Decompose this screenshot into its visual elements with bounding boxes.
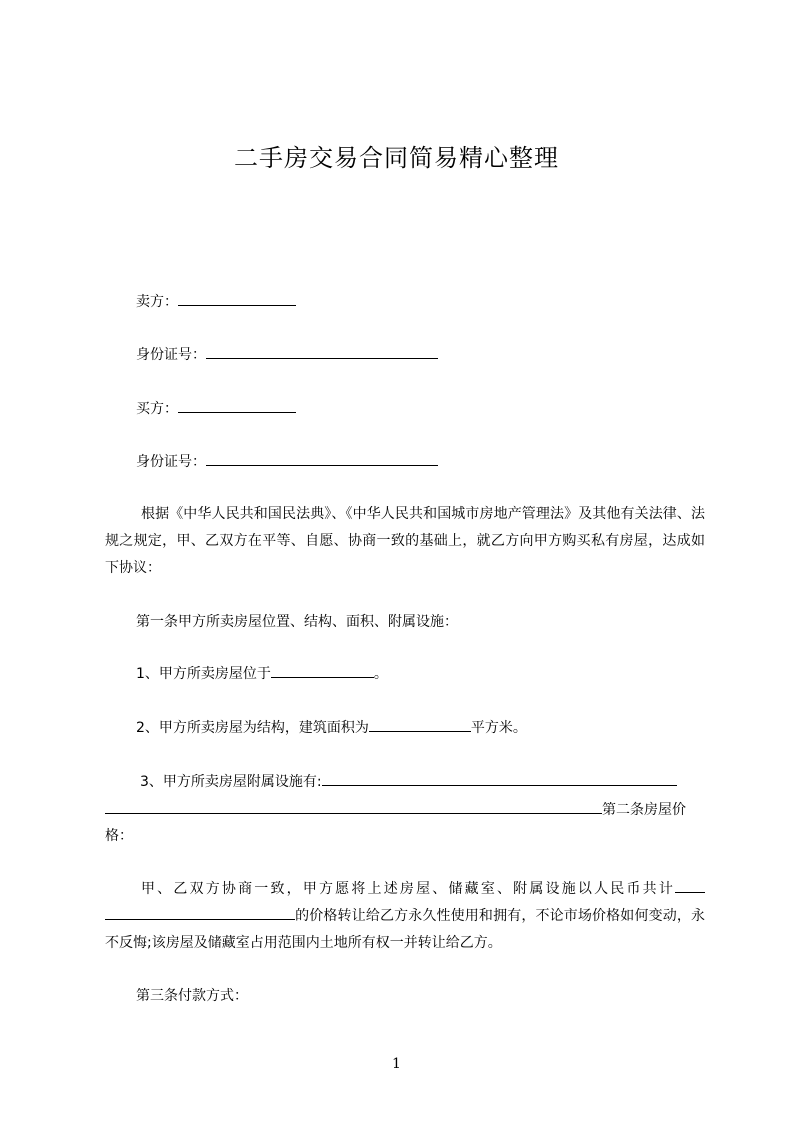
buyer-id-line — [136, 452, 438, 472]
buyer-id-blank[interactable] — [206, 452, 438, 466]
article2-paragraph — [105, 876, 705, 957]
buyer-label: 买方： — [136, 401, 178, 417]
buyer-id-label: 身份证号： — [136, 454, 206, 470]
item1-prefix: 1、甲方所卖房屋位于 — [136, 666, 271, 682]
item1-line — [136, 664, 388, 684]
seller-label: 卖方： — [136, 294, 178, 310]
seller-id-label: 身份证号： — [136, 347, 206, 363]
item1-suffix: 。 — [373, 666, 388, 682]
seller-line — [136, 292, 296, 312]
intro-paragraph: 根据《中华人民共和国民法典》、《中华人民共和国城市房地产管理法》及其他有关法律、法规之规定，甲、乙双方在平等、自愿、协商一致的基础上，就乙方向甲方购买私有房屋，达成如下协议： — [105, 506, 705, 576]
item3-prefix: 3、甲方所卖房屋附属设施有: — [140, 774, 322, 790]
seller-id-line — [136, 345, 438, 365]
item3-line — [140, 772, 677, 792]
item2-prefix: 2、甲方所卖房屋为结构，建筑面积为 — [136, 720, 369, 736]
price-blank-start[interactable] — [675, 879, 705, 893]
seller-id-blank[interactable] — [206, 345, 438, 359]
item2-suffix: 平方米。 — [470, 720, 527, 736]
item3-facilities-blank[interactable] — [322, 772, 677, 786]
article3-heading: 第三条付款方式： — [136, 988, 248, 1004]
article2-heading-part1: 第二条房屋价 — [602, 802, 686, 818]
article2-text-suffix: 的价格转让给乙方永久性使用和拥有，不论市场价格如何变动，永不反悔;该房屋及储藏室占用范围内土地所有权一并转让给乙方。 — [105, 908, 705, 951]
seller-blank[interactable] — [178, 292, 296, 306]
article1-heading: 第一条甲方所卖房屋位置、结构、面积、附属设施： — [136, 614, 458, 630]
buyer-blank[interactable] — [178, 399, 296, 413]
buyer-line — [136, 399, 296, 419]
article2-text-prefix: 甲、乙双方协商一致，甲方愿将上述房屋、储藏室、附属设施以人民币共计 — [141, 881, 675, 897]
page-number: 1 — [392, 1056, 401, 1072]
article2-heading-part2: 格： — [105, 828, 133, 844]
document-title: 二手房交易合同简易精心整理 — [234, 144, 559, 172]
article2-heading-line — [105, 800, 686, 820]
price-blank-end[interactable] — [105, 906, 295, 920]
item2-area-blank[interactable] — [369, 718, 471, 732]
item2-line — [136, 718, 527, 738]
item3-facilities-blank-continued[interactable] — [105, 800, 602, 814]
item1-location-blank[interactable] — [271, 664, 374, 678]
